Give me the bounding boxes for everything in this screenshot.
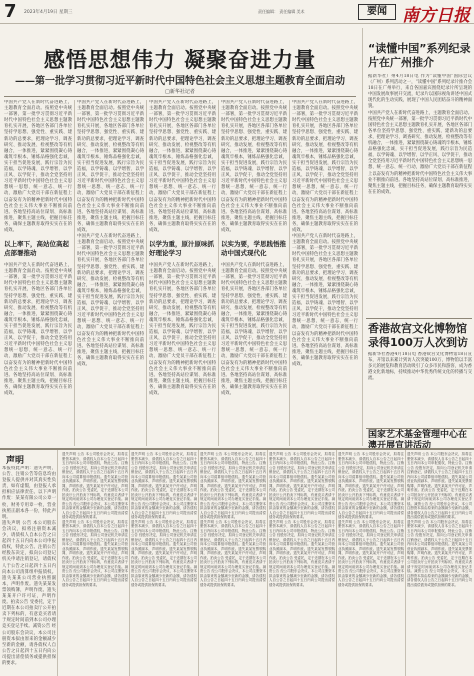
- classified-text: 遗失声明 公告 本公司股东会决议，拟将注册资本减少，请债权人自本公告之日起四十五日内向本公司申报债权，特此公告。注销公告 经股东决定，拟向公司登记机关申请注销登记，请债权人于公告之日起四十五日内向本公司清算组申报债权。遗失某某公司营业执照副本，声明作废。遗失某某发票领购簿，声明作废。遗失某某开户许可证，声明作废。拍卖公告 受委托，定于近期在本公司拍卖厅公开拍卖下列标的，有意竞买者请于规定时间前到本公司办理竞买登记手续。减资公告 经公司股东会决议，本公司注册资本拟由原来的金额减少至新的金额，请各债权人自公告之日起四十五日内向公司提出清偿债务或提供担保的要求。: [200, 519, 266, 587]
- classified-text: 遗失声明 公告 本公司股东会决议，拟将注册资本减少，请债权人自本公告之日起四十五日内向本公司申报债权，特此公告。注销公告 经股东决定，拟向公司登记机关申请注销登记，请债权人于公告之日起四十五日内向本公司清算组申报债权。遗失某某公司营业执照副本，声明作废。遗失某某发票领购簿，声明作废。遗失某某开户许可证，声明作废。拍卖公告 受委托，定于近期在本公司拍卖厅公开拍卖下列标的，有意竞买者请于规定时间前到本公司办理竞买登记手续。减资公告 经公司股东会决议，本公司注册资本拟由原来的金额减少至新的金额，请各债权人自公告之日起四十五日内向公司提出清偿债务或提供担保的要求。: [407, 519, 472, 587]
- column-divider: [146, 100, 147, 446]
- issue-date: 2023年4月19日 星期三: [24, 10, 73, 15]
- editor-credits: 责任编辑： 责任编辑 美术: [258, 9, 305, 14]
- classified-text: 遗失声明 公告 本公司股东会决议，拟将注册资本减少，请债权人自本公告之日起四十五日内向本公司申报债权，特此公告。注销公告 经股东决定，拟向公司登记机关申请注销登记，请债权人于公告之日起四十五日内向本公司清算组申报债权。遗失某某公司营业执照副本，声明作废。遗失某某发票领购簿，声明作废。遗失某某开户许可证，声明作废。拍卖公告 受委托，定于近期在本公司拍卖厅公开拍卖下列标的，有意竞买者请于规定时间前到本公司办理竞买登记手续。减资公告 经公司股东会决议，本公司注册资本拟由原来的金额减少至新的金额，请各债权人自公告之日起四十五日内向公司提出清偿债务或提供担保的要求。: [407, 452, 472, 519]
- article-text: 中国共产党人在新时代奋进路上，主题教育全面启动。按照党中央统一部署，第一批学习贯彻习近平新时代中国特色社会主义思想主题教育扎实开展，各地区各部门各单位坚持学思想、强党性、重实践、建新功的总要求，把理论学习、调查研究、推动发展、检视整改等有机融合，一体推进，紧紧围绕凝心铸魂筑牢根本，锤炼品格强化忠诚，实干担当促进发展，践行宗旨为民造福，以学铸魂、以学增智、以学正风、以学促干，推动全党坚持用习近平新时代中国特色社会主义思想统一思想、统一意志、统一行动，激励广大党员干部在新征程上以奋发有为的精神把新时代中国特色社会主义伟大事业不断推向前进。各地坚持高站位谋划、高标准推进，聚焦主题主线，把握目标任务，确保主题教育取得实实在在的成效。: [292, 234, 358, 368]
- sidebar-divider: [362, 28, 363, 446]
- article-column-2: [77, 100, 144, 446]
- sidebar-rule: [366, 318, 472, 319]
- classified-column: [338, 452, 404, 674]
- headline-divider: [4, 96, 356, 97]
- classified-text: 遗失声明 公告 本公司股东会决议，拟将注册资本减少，请债权人自本公告之日起四十五日内向本公司申报债权，特此公告。注销公告 经股东决定，拟向公司登记机关申请注销登记，请债权人于公告之日起四十五日内向本公司清算组申报债权。遗失某某公司营业执照副本，声明作废。遗失某某发票领购簿，声明作废。遗失某某开户许可证，声明作废。拍卖公告 受委托，定于近期在本公司拍卖厅公开拍卖下列标的，有意竞买者请于规定时间前到本公司办理竞买登记手续。减资公告 经公司股东会决议，本公司注册资本拟由原来的金额减少至新的金额，请各债权人自公告之日起四十五日内向公司提出清偿债务或提供担保的要求。: [338, 519, 404, 587]
- sidebar-rule: [366, 428, 472, 429]
- sidebar-article-text: 中国共产党人在新时代奋进路上，主题教育全面启动。按照党中央统一部署，第一批学习贯彻习近平新时代中国特色社会主义思想主题教育扎实开展，各地区各部门各单位坚持学思想、强党性、重实践、建新功的总要求，把理论学习、调查研究、推动发展、检视整改等有机融合，一体推进，紧紧围绕凝心铸魂筑牢根本，锤炼品格强化忠诚，实干担当促进发展，践行宗旨为民造福，以学铸魂、以学增智、以学正风、以学促干，推动全党坚持用习近平新时代中国特色社会主义思想统一思想、统一意志、统一行动，激励广大党员干部在新征程上以奋发有为的精神把新时代中国特色社会主义伟大事业不断推向前进。各地坚持高站位谋划、高标准推进，聚焦主题主线，把握目标任务，确保主题教育取得实实在在的成效。: [368, 110, 472, 195]
- classified-text: 遗失声明 公告 本公司股东会决议，拟将注册资本减少，请债权人自本公告之日起四十五日内向本公司申报债权，特此公告。注销公告 经股东决定，拟向公司登记机关申请注销登记，请债权人于公告之日起四十五日内向本公司清算组申报债权。遗失某某公司营业执照副本，声明作废。遗失某某发票领购簿，声明作废。遗失某某开户许可证，声明作废。拍卖公告 受委托，定于近期在本公司拍卖厅公开拍卖下列标的，有意竞买者请于规定时间前到本公司办理竞买登记手续。减资公告 经公司股东会决议，本公司注册资本拟由原来的金额减少至新的金额，请各债权人自公告之日起四十五日内向公司提出清偿债务或提供担保的要求。: [131, 519, 197, 587]
- column-divider: [218, 100, 219, 446]
- section-label: 要闻: [358, 4, 396, 20]
- classified-column: [407, 452, 472, 674]
- column-divider: [74, 100, 75, 446]
- article-column-3: [149, 100, 216, 446]
- article-text: 中国共产党人在新时代奋进路上，主题教育全面启动。按照党中央统一部署，第一批学习贯彻习近平新时代中国特色社会主义思想主题教育扎实开展，各地区各部门各单位坚持学思想、强党性、重实践、建新功的总要求，把理论学习、调查研究、推动发展、检视整改等有机融合，一体推进，紧紧围绕凝心铸魂筑牢根本，锤炼品格强化忠诚，实干担当促进发展，践行宗旨为民造福，以学铸魂、以学增智、以学正风、以学促干，推动全党坚持用习近平新时代中国特色社会主义思想统一思想、统一意志、统一行动，激励广大党员干部在新征程上以奋发有为的精神把新时代中国特色社会主义伟大事业不断推向前进。各地坚持高站位谋划、高标准推进，聚焦主题主线，把握目标任务，确保主题教育取得实实在在的成效。: [77, 100, 144, 233]
- article-text: 中国共产党人在新时代奋进路上，主题教育全面启动。按照党中央统一部署，第一批学习贯彻习近平新时代中国特色社会主义思想主题教育扎实开展，各地区各部门各单位坚持学思想、强党性、重实践、建新功的总要求，把理论学习、调查研究、推动发展、检视整改等有机融合，一体推进，紧紧围绕凝心铸魂筑牢根本，锤炼品格强化忠诚，实干担当促进发展，践行宗旨为民造福，以学铸魂、以学增智、以学正风、以学促干，推动全党坚持用习近平新时代中国特色社会主义思想统一思想、统一意志、统一行动，激励广大党员干部在新征程上以奋发有为的精神把新时代中国特色社会主义伟大事业不断推向前进。各地坚持高站位谋划、高标准推进，聚焦主题主线，把握目标任务，确保主题教育取得实实在在的成效。: [149, 100, 216, 233]
- main-headline: 感悟思想伟力 凝聚奋进力量: [43, 48, 317, 72]
- article-text: 中国共产党人在新时代奋进路上，主题教育全面启动。按照党中央统一部署，第一批学习贯彻习近平新时代中国特色社会主义思想主题教育扎实开展，各地区各部门各单位坚持学思想、强党性、重实践、建新功的总要求，把理论学习、调查研究、推动发展、检视整改等有机融合，一体推进，紧紧围绕凝心铸魂筑牢根本，锤炼品格强化忠诚，实干担当促进发展，践行宗旨为民造福，以学铸魂、以学增智、以学正风、以学促干，推动全党坚持用习近平新时代中国特色社会主义思想统一思想、统一意志、统一行动，激励广大党员干部在新征程上以奋发有为的精神把新时代中国特色社会主义伟大事业不断推向前进。各地坚持高站位谋划、高标准推进，聚焦主题主线，把握目标任务，确保主题教育取得实实在在的成效。: [4, 263, 72, 397]
- classified-text: 遗失声明 公告 本公司股东会决议，拟将注册资本减少，请债权人自本公告之日起四十五日内向本公司申报债权，特此公告。注销公告 经股东决定，拟向公司登记机关申请注销登记，请债权人于公告之日起四十五日内向本公司清算组申报债权。遗失某某公司营业执照副本，声明作废。遗失某某发票领购簿，声明作废。遗失某某开户许可证，声明作废。拍卖公告 受委托，定于近期在本公司拍卖厅公开拍卖下列标的，有意竞买者请于规定时间前到本公司办理竞买登记手续。减资公告 经公司股东会决议，本公司注册资本拟由原来的金额减少至新的金额，请各债权人自公告之日起四十五日内向公司提出清偿债务或提供担保的要求。: [338, 452, 404, 519]
- sidebar-article-title: 国家艺术基金管理中心在澳开展宣讲活动: [368, 430, 468, 451]
- classified-text: 遗失声明 公告 本公司股东会决议，拟将注册资本减少，请债权人自本公告之日起四十五日内向本公司申报债权，特此公告。注销公告 经股东决定，拟向公司登记机关申请注销登记，请债权人于公告之日起四十五日内向本公司清算组申报债权。遗失某某公司营业执照副本，声明作废。遗失某某发票领购簿，声明作废。遗失某某开户许可证，声明作废。拍卖公告 受委托，定于近期在本公司拍卖厅公开拍卖下列标的，有意竞买者请于规定时间前到本公司办理竞买登记手续。减资公告 经公司股东会决议，本公司注册资本拟由原来的金额减少至新的金额，请各债权人自公告之日起四十五日内向公司提出清偿债务或提供担保的要求。: [269, 452, 335, 519]
- article-column-5: [292, 100, 358, 446]
- article-text: 中国共产党人在新时代奋进路上，主题教育全面启动。按照党中央统一部署，第一批学习贯彻习近平新时代中国特色社会主义思想主题教育扎实开展，各地区各部门各单位坚持学思想、强党性、重实践、建新功的总要求，把理论学习、调查研究、推动发展、检视整改等有机融合，一体推进，紧紧围绕凝心铸魂筑牢根本，锤炼品格强化忠诚，实干担当促进发展，践行宗旨为民造福，以学铸魂、以学增智、以学正风、以学促干，推动全党坚持用习近平新时代中国特色社会主义思想统一思想、统一意志、统一行动，激励广大党员干部在新征程上以奋发有为的精神把新时代中国特色社会主义伟大事业不断推向前进。各地坚持高站位谋划、高标准推进，聚焦主题主线，把握目标任务，确保主题教育取得实实在在的成效。: [221, 100, 287, 233]
- column-divider: [336, 450, 337, 676]
- classified-text: 遗失声明 公告 本公司股东会决议，拟将注册资本减少，请债权人自本公告之日起四十五日内向本公司申报债权，特此公告。注销公告 经股东决定，拟向公司登记机关申请注销登记，请债权人于公告之日起四十五日内向本公司清算组申报债权。遗失某某公司营业执照副本，声明作废。遗失某某发票领购簿，声明作废。遗失某某开户许可证，声明作废。拍卖公告 受委托，定于近期在本公司拍卖厅公开拍卖下列标的，有意竞买者请于规定时间前到本公司办理竞买登记手续。减资公告 经公司股东会决议，本公司注册资本拟由原来的金额减少至新的金额，请各债权人自公告之日起四十五日内向公司提出清偿债务或提供担保的要求。: [131, 452, 197, 519]
- sidebar-article-title: 香港故宫文化博物馆录得100万人次到访: [368, 322, 468, 349]
- article-text: 中国共产党人在新时代奋进路上，主题教育全面启动。按照党中央统一部署，第一批学习贯彻习近平新时代中国特色社会主义思想主题教育扎实开展，各地区各部门各单位坚持学思想、强党性、重实践、建新功的总要求，把理论学习、调查研究、推动发展、检视整改等有机融合，一体推进，紧紧围绕凝心铸魂筑牢根本，锤炼品格强化忠诚，实干担当促进发展，践行宗旨为民造福，以学铸魂、以学增智、以学正风、以学促干，推动全党坚持用习近平新时代中国特色社会主义思想统一思想、统一意志、统一行动，激励广大党员干部在新征程上以奋发有为的精神把新时代中国特色社会主义伟大事业不断推向前进。各地坚持高站位谋划、高标准推进，聚焦主题主线，把握目标任务，确保主题教育取得实实在在的成效。: [4, 100, 72, 233]
- column-divider: [267, 450, 268, 676]
- classified-ads: [60, 450, 474, 676]
- classified-column: [269, 452, 335, 674]
- sidebar-article-text: 据新华社广州4月18日电 作为“读懂中国”国际会议（广州）系列活动之一，“读懂中国”系列纪录片推介会18日在广州举行，来自各国嘉宾围绕纪录片所呈现的中国发展故事展开交流，纪录片以国际视角讲述中国式现代化的生动实践，展现了中国人民团结奋斗的精神面貌。: [368, 74, 472, 110]
- article-column-1: [4, 100, 72, 446]
- notice-text: 本报特此声明：遗失声明、公告、注销公告等信息均由登报人提供并对其真实性负责，如有虚假，由登报人承担相应法律责任。以下声明作废：某某有限公司公章一枚，财务专用章一枚，营业执照正副本各一份，特此声明。: [2, 466, 56, 520]
- column-divider: [198, 450, 199, 676]
- sidebar-article-title: “读懂中国”系列纪录片在广州推介: [368, 42, 471, 69]
- column-divider: [405, 450, 406, 676]
- classified-column: [62, 452, 128, 674]
- classified-text: 遗失声明 公告 本公司股东会决议，拟将注册资本减少，请债权人自本公告之日起四十五日内向本公司申报债权，特此公告。注销公告 经股东决定，拟向公司登记机关申请注销登记，请债权人于公告之日起四十五日内向本公司清算组申报债权。遗失某某公司营业执照副本，声明作废。遗失某某发票领购簿，声明作废。遗失某某开户许可证，声明作废。拍卖公告 受委托，定于近期在本公司拍卖厅公开拍卖下列标的，有意竞买者请于规定时间前到本公司办理竞买登记手续。减资公告 经公司股东会决议，本公司注册资本拟由原来的金额减少至新的金额，请各债权人自公告之日起四十五日内向公司提出清偿债务或提供担保的要求。: [200, 452, 266, 519]
- sidebar-article-text: 据新华社香港4月18日电 香港故宫文化博物馆18日宣布，开馆以来累计到访人次突破100万，博物馆以丰富多元的展览和教育活动吸引了众多市民和游客，成为香港文化新地标，持续推动中华优秀传统文化的传播与交流。: [368, 352, 472, 382]
- notice-title: 声明: [6, 456, 25, 466]
- article-subtitle: 以学为重，原汁原味抓好理论学习: [149, 240, 214, 258]
- sidebar-article-body: [368, 352, 472, 426]
- column-divider: [129, 450, 130, 676]
- article-column-4: [221, 100, 287, 446]
- sidebar-article-body: [368, 74, 472, 314]
- page-number: 7: [4, 1, 17, 22]
- notice-box: [0, 450, 58, 676]
- article-text: 中国共产党人在新时代奋进路上，主题教育全面启动。按照党中央统一部署，第一批学习贯彻习近平新时代中国特色社会主义思想主题教育扎实开展，各地区各部门各单位坚持学思想、强党性、重实践、建新功的总要求，把理论学习、调查研究、推动发展、检视整改等有机融合，一体推进，紧紧围绕凝心铸魂筑牢根本，锤炼品格强化忠诚，实干担当促进发展，践行宗旨为民造福，以学铸魂、以学增智、以学正风、以学促干，推动全党坚持用习近平新时代中国特色社会主义思想统一思想、统一意志、统一行动，激励广大党员干部在新征程上以奋发有为的精神把新时代中国特色社会主义伟大事业不断推向前进。各地坚持高站位谋划、高标准推进，聚焦主题主线，把握目标任务，确保主题教育取得实实在在的成效。: [221, 263, 287, 397]
- notice-body: [2, 466, 56, 672]
- newspaper-logo: 南方日报: [402, 6, 470, 26]
- notice-text: 遗失声明 公告 本公司股东会决议，拟将注册资本减少，请债权人自本公告之日起四十五日内向本公司申报债权，特此公告。注销公告 经股东决定，拟向公司登记机关申请注销登记，请债权人于公告之日起四十五日内向本公司清算组申报债权。遗失某某公司营业执照副本，声明作废。遗失某某发票领购簿，声明作废。遗失某某开户许可证，声明作废。拍卖公告 受委托，定于近期在本公司拍卖厅公开拍卖下列标的，有意竞买者请于规定时间前到本公司办理竞买登记手续。减资公告 经公司股东会决议，本公司注册资本拟由原来的金额减少至新的金额，请各债权人自公告之日起四十五日内向公司提出清偿债务或提供担保的要求。: [2, 520, 56, 666]
- article-subtitle: 以上率下，高站位高起点部署推动: [4, 240, 69, 258]
- classified-text: 遗失声明 公告 本公司股东会决议，拟将注册资本减少，请债权人自本公告之日起四十五日内向本公司申报债权，特此公告。注销公告 经股东决定，拟向公司登记机关申请注销登记，请债权人于公告之日起四十五日内向本公司清算组申报债权。遗失某某公司营业执照副本，声明作废。遗失某某发票领购簿，声明作废。遗失某某开户许可证，声明作废。拍卖公告 受委托，定于近期在本公司拍卖厅公开拍卖下列标的，有意竞买者请于规定时间前到本公司办理竞买登记手续。减资公告 经公司股东会决议，本公司注册资本拟由原来的金额减少至新的金额，请各债权人自公告之日起四十五日内向公司提出清偿债务或提供担保的要求。: [269, 519, 335, 587]
- classified-column: [200, 452, 266, 674]
- article-text: 中国共产党人在新时代奋进路上，主题教育全面启动。按照党中央统一部署，第一批学习贯彻习近平新时代中国特色社会主义思想主题教育扎实开展，各地区各部门各单位坚持学思想、强党性、重实践、建新功的总要求，把理论学习、调查研究、推动发展、检视整改等有机融合，一体推进，紧紧围绕凝心铸魂筑牢根本，锤炼品格强化忠诚，实干担当促进发展，践行宗旨为民造福，以学铸魂、以学增智、以学正风、以学促干，推动全党坚持用习近平新时代中国特色社会主义思想统一思想、统一意志、统一行动，激励广大党员干部在新征程上以奋发有为的精神把新时代中国特色社会主义伟大事业不断推向前进。各地坚持高站位谋划、高标准推进，聚焦主题主线，把握目标任务，确保主题教育取得实实在在的成效。: [149, 263, 216, 397]
- article-text: 中国共产党人在新时代奋进路上，主题教育全面启动。按照党中央统一部署，第一批学习贯彻习近平新时代中国特色社会主义思想主题教育扎实开展，各地区各部门各单位坚持学思想、强党性、重实践、建新功的总要求，把理论学习、调查研究、推动发展、检视整改等有机融合，一体推进，紧紧围绕凝心铸魂筑牢根本，锤炼品格强化忠诚，实干担当促进发展，践行宗旨为民造福，以学铸魂、以学增智、以学正风、以学促干，推动全党坚持用习近平新时代中国特色社会主义思想统一思想、统一意志、统一行动，激励广大党员干部在新征程上以奋发有为的精神把新时代中国特色社会主义伟大事业不断推向前进。各地坚持高站位谋划、高标准推进，聚焦主题主线，把握目标任务，确保主题教育取得实实在在的成效。: [292, 100, 358, 233]
- article-text: 中国共产党人在新时代奋进路上，主题教育全面启动。按照党中央统一部署，第一批学习贯彻习近平新时代中国特色社会主义思想主题教育扎实开展，各地区各部门各单位坚持学思想、强党性、重实践、建新功的总要求，把理论学习、调查研究、推动发展、检视整改等有机融合，一体推进，紧紧围绕凝心铸魂筑牢根本，锤炼品格强化忠诚，实干担当促进发展，践行宗旨为民造福，以学铸魂、以学增智、以学正风、以学促干，推动全党坚持用习近平新时代中国特色社会主义思想统一思想、统一意志、统一行动，激励广大党员干部在新征程上以奋发有为的精神把新时代中国特色社会主义伟大事业不断推向前进。各地坚持高站位谋划、高标准推进，聚焦主题主线，把握目标任务，确保主题教育取得实实在在的成效。: [77, 234, 144, 368]
- article-subtitle: 以实为要，学思践悟推动中国式现代化: [221, 240, 286, 258]
- column-divider: [289, 100, 290, 446]
- classified-text: 遗失声明 公告 本公司股东会决议，拟将注册资本减少，请债权人自本公告之日起四十五日内向本公司申报债权，特此公告。注销公告 经股东决定，拟向公司登记机关申请注销登记，请债权人于公告之日起四十五日内向本公司清算组申报债权。遗失某某公司营业执照副本，声明作废。遗失某某发票领购簿，声明作废。遗失某某开户许可证，声明作废。拍卖公告 受委托，定于近期在本公司拍卖厅公开拍卖下列标的，有意竞买者请于规定时间前到本公司办理竞买登记手续。减资公告 经公司股东会决议，本公司注册资本拟由原来的金额减少至新的金额，请各债权人自公告之日起四十五日内向公司提出清偿债务或提供担保的要求。: [62, 452, 128, 519]
- masthead: [0, 0, 474, 24]
- main-byline: □新华社记者: [165, 89, 195, 95]
- classified-column: [131, 452, 197, 674]
- classified-text: 遗失声明 公告 本公司股东会决议，拟将注册资本减少，请债权人自本公告之日起四十五日内向本公司申报债权，特此公告。注销公告 经股东决定，拟向公司登记机关申请注销登记，请债权人于公告之日起四十五日内向本公司清算组申报债权。遗失某某公司营业执照副本，声明作废。遗失某某发票领购簿，声明作废。遗失某某开户许可证，声明作废。拍卖公告 受委托，定于近期在本公司拍卖厅公开拍卖下列标的，有意竞买者请于规定时间前到本公司办理竞买登记手续。减资公告 经公司股东会决议，本公司注册资本拟由原来的金额减少至新的金额，请各债权人自公告之日起四十五日内向公司提出清偿债务或提供担保的要求。: [62, 519, 128, 587]
- main-subheadline: ——第一批学习贯彻习近平新时代中国特色社会主义思想主题教育全面启动: [15, 76, 345, 87]
